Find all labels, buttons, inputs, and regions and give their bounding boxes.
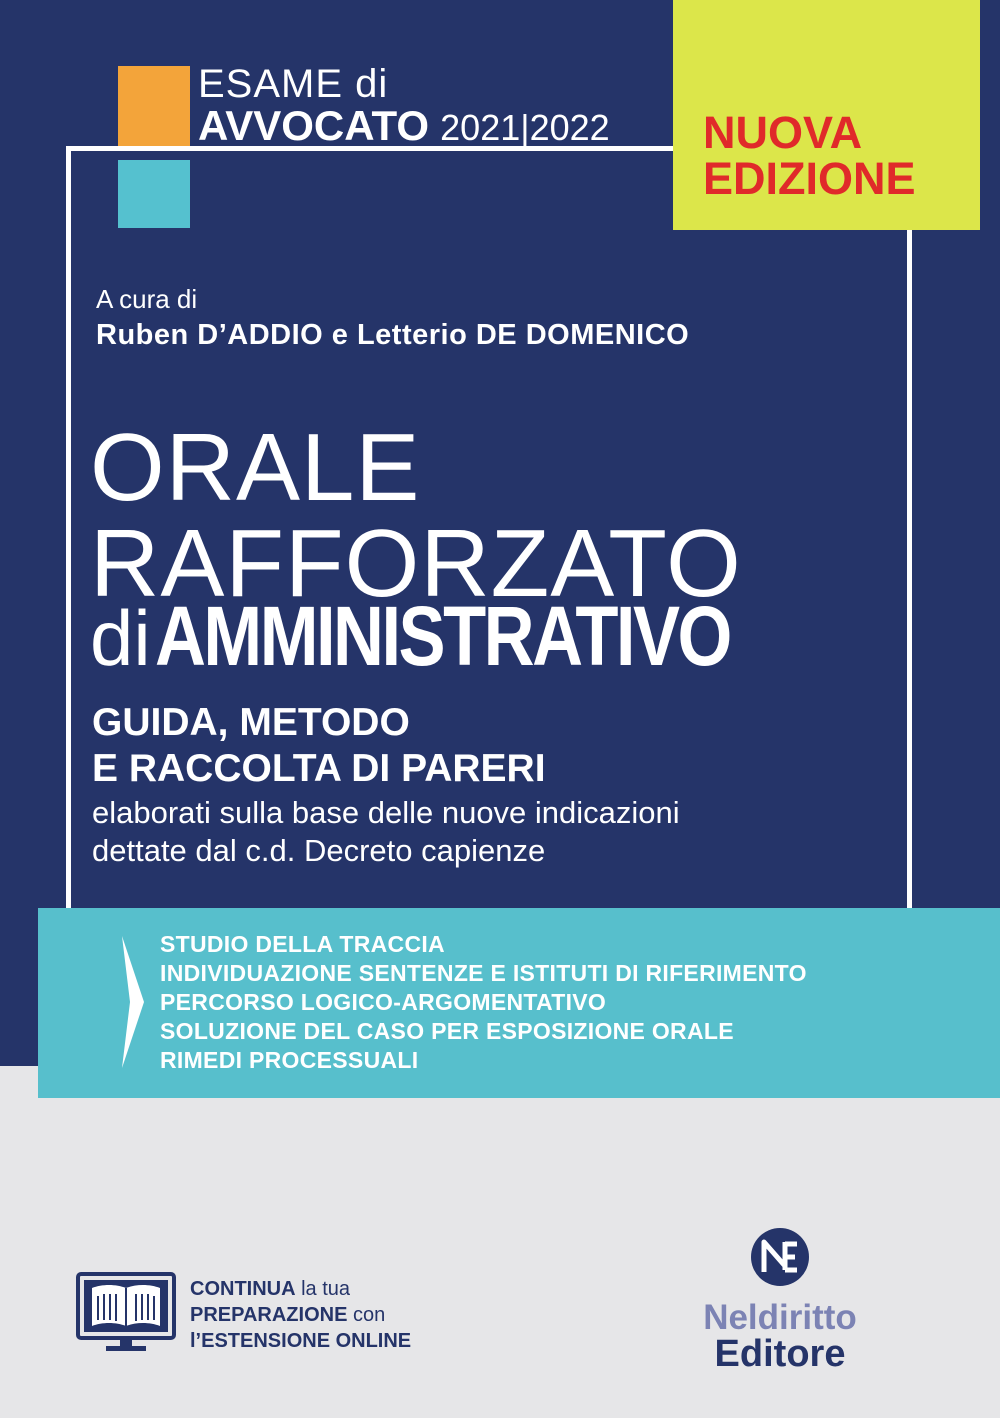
new-edition-badge xyxy=(673,0,980,230)
title-line1: ORALE xyxy=(90,414,421,521)
title-subject: AMMINISTRATIVO xyxy=(155,589,731,683)
online-extension-note xyxy=(190,1276,411,1354)
description-line1: elaborati sulla base delle nuove indicazioni xyxy=(92,795,680,830)
chevron-right-icon xyxy=(122,936,146,1068)
feature-item: PERCORSO LOGICO-ARGOMENTATIVO xyxy=(160,989,607,1015)
teal-square xyxy=(118,160,190,228)
book-description xyxy=(92,794,680,870)
subtitle-line2: E RACCOLTA DI PARERI xyxy=(92,747,546,790)
book-title xyxy=(90,414,742,617)
badge-text xyxy=(703,107,916,204)
authors: Ruben D’ADDIO e Letterio DE DOMENICO xyxy=(96,319,690,351)
features-list xyxy=(160,930,807,1075)
online-line1-bold: CONTINUA xyxy=(190,1278,296,1300)
feature-item: INDIVIDUAZIONE SENTENZE E ISTITUTI DI RIFERIMENTO xyxy=(160,960,807,986)
feature-item: SOLUZIONE DEL CASO PER ESPOSIZIONE ORALE xyxy=(160,1018,734,1044)
online-book-icon xyxy=(76,1272,176,1354)
curated-label: A cura di xyxy=(96,284,198,314)
feature-item: RIMEDI PROCESSUALI xyxy=(160,1047,419,1073)
online-line1 xyxy=(190,1276,411,1302)
curated-by xyxy=(96,284,689,356)
series-di: di xyxy=(355,62,389,106)
orange-square xyxy=(118,66,190,146)
series-exam: ESAME xyxy=(198,62,356,106)
ne-logo-icon xyxy=(749,1226,811,1288)
badge-line2: EDIZIONE xyxy=(703,153,916,204)
online-line1-light: la tua xyxy=(295,1278,351,1300)
online-line2-light: con xyxy=(347,1304,386,1326)
title-line3 xyxy=(90,588,840,685)
series-years: 2021|2022 xyxy=(440,107,610,148)
publisher-name: Neldiritto xyxy=(703,1298,857,1337)
subtitle-line1: GUIDA, METODO xyxy=(92,701,410,744)
online-line2-bold: PREPARAZIONE xyxy=(190,1304,348,1326)
title-line2: RAFFORZATO xyxy=(90,510,742,617)
series-avvocato: AVVOCATO xyxy=(198,102,430,149)
description-line2: dettate dal c.d. Decreto capienze xyxy=(92,833,546,868)
publisher-logo xyxy=(680,1226,880,1373)
publisher-suffix: Editore xyxy=(714,1333,846,1375)
title-di: di xyxy=(90,594,151,682)
series-heading xyxy=(198,64,610,150)
online-line3: l’ESTENSIONE ONLINE xyxy=(190,1330,412,1352)
badge-line1: NUOVA xyxy=(703,107,863,158)
series-line2 xyxy=(198,104,610,150)
series-line1 xyxy=(198,64,610,104)
book-subtitle xyxy=(92,700,546,792)
feature-item: STUDIO DELLA TRACCIA xyxy=(160,931,445,957)
online-line2 xyxy=(190,1302,411,1328)
features-band xyxy=(38,908,1000,1098)
